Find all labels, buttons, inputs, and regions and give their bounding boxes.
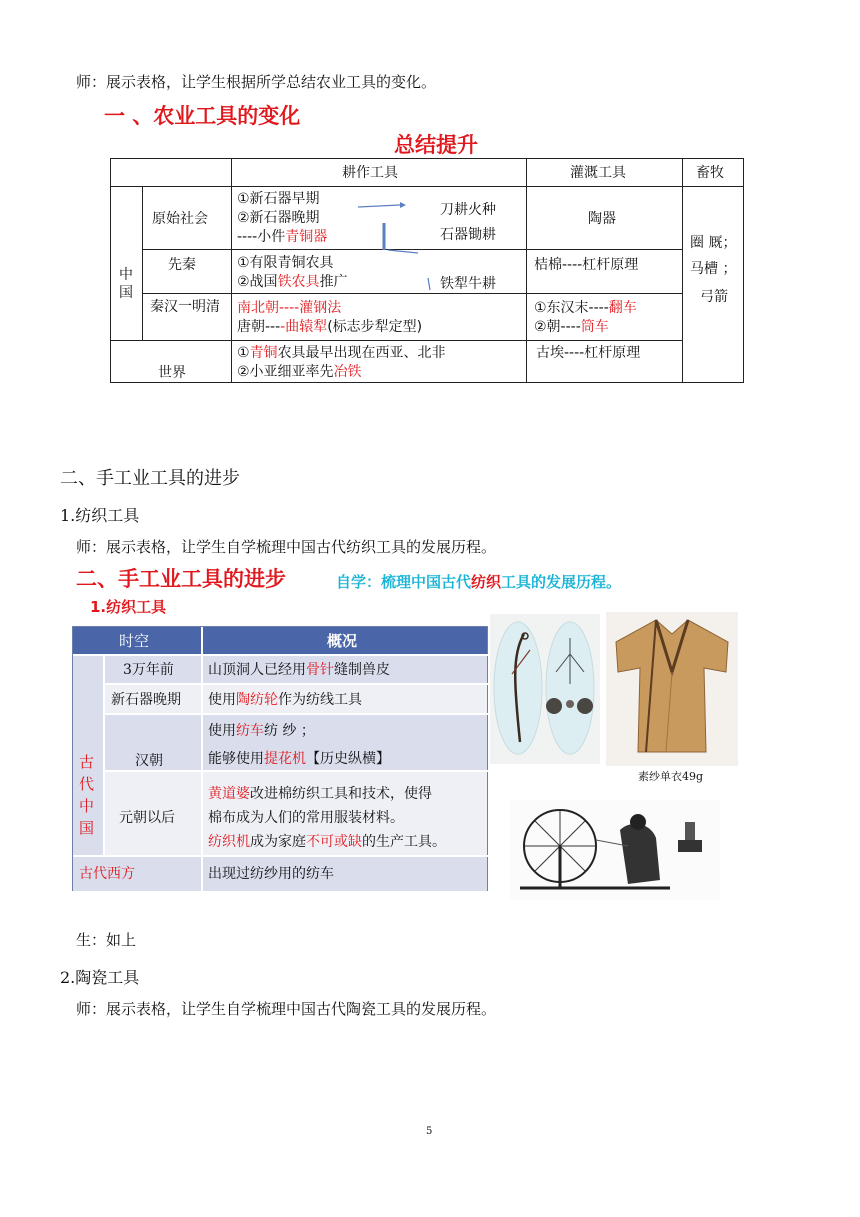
tex-desc-2: 使用陶纺轮作为纺线工具 xyxy=(208,692,362,708)
tex-desc-1: 山顶洞人已经用骨针缝制兽皮 xyxy=(208,662,390,678)
spinning-wheel-image xyxy=(510,800,720,900)
tex-time-4: 元朝以后 xyxy=(119,810,175,826)
tex-header-time: 时空 xyxy=(119,632,150,650)
farming-r1-l1: ①新石器早期 xyxy=(237,191,320,207)
tex-time-2: 新石器晚期 xyxy=(111,692,181,708)
farming-r4-l1: ①青铜农具最早出现在西亚、北非 xyxy=(237,345,446,361)
tex-desc-3-l1: 使用纺车纺 纱 ； xyxy=(208,723,315,739)
slide-title: 二、手工业工具的进步 xyxy=(76,567,286,591)
period-qinhan-mingqing: 秦汉一明清 xyxy=(150,299,220,315)
tex-time-5: 古代西方 xyxy=(79,866,135,882)
bone-needle-image xyxy=(490,614,600,764)
summary-title: 总结提升 xyxy=(394,133,478,157)
livestock-3: 弓箭 xyxy=(700,289,728,305)
answer-line: 生：如上 xyxy=(76,931,137,949)
tex-desc-4-l2: 棉布成为人们的常用服装材料。 xyxy=(208,810,404,826)
slide-note: 自学：梳理中国古代纺织工具的发展历程。 xyxy=(336,573,622,591)
farming-r2-l2: ②战国铁农具推广 xyxy=(237,274,348,290)
header-livestock: 畜牧 xyxy=(696,165,724,181)
header-farming: 耕作工具 xyxy=(342,165,398,181)
group-ancient-china: 古代中国 xyxy=(79,753,95,837)
irrigation-r3-l1: ①东汉末----翻车 xyxy=(534,300,637,316)
arrow-icon xyxy=(350,198,440,298)
robe-caption: 素纱单衣49g xyxy=(638,770,704,783)
section1-title: 一 、农业工具的变化 xyxy=(104,104,301,128)
note-stone-hoe: 石器锄耕 xyxy=(440,227,496,243)
period-world: 世界 xyxy=(158,365,186,381)
china-label: 中国 xyxy=(119,267,133,301)
textile-table xyxy=(72,626,488,891)
intro-line-1: 师：展示表格，让学生根据所学总结农业工具的变化。 xyxy=(76,73,437,91)
irrigation-r4: 古埃----杠杆原理 xyxy=(536,345,641,361)
farming-r1-l3: ----小件青铜器 xyxy=(237,229,328,245)
period-preqin: 先秦 xyxy=(168,257,196,273)
section2-heading: 二、手工业工具的进步 xyxy=(60,468,240,489)
page-number: 5 xyxy=(426,1126,433,1137)
livestock-1: 圈 厩； xyxy=(690,235,737,251)
sub-heading-textile: 1.纺织工具 xyxy=(60,506,140,525)
farming-r1-l2: ②新石器晚期 xyxy=(237,210,320,226)
robe-image xyxy=(606,612,738,766)
tex-time-1: 3万年前 xyxy=(123,662,174,678)
header-irrigation: 灌溉工具 xyxy=(570,165,626,181)
farming-r3-l1: 南北朝----灌钢法 xyxy=(237,300,342,316)
period-primitive: 原始社会 xyxy=(152,211,208,227)
tex-desc-5: 出现过纺纱用的纺车 xyxy=(208,866,334,882)
irrigation-r3-l2: ②朝----筒车 xyxy=(534,319,609,335)
farming-r2-l1: ①有限青铜农具 xyxy=(237,255,334,271)
farming-r3-l2: 唐朝----曲辕犁(标志步犁定型) xyxy=(237,319,423,335)
livestock-2: 马槽 ； xyxy=(690,261,737,277)
sub-heading-ceramics: 2.陶瓷工具 xyxy=(60,968,140,987)
tex-desc-4-l3: 纺织机成为家庭不可或缺的生产工具。 xyxy=(208,834,446,850)
tex-desc-4-l1: 黄道婆改进棉纺织工具和技术，使得 xyxy=(208,786,432,802)
tex-time-3: 汉朝 xyxy=(135,753,163,769)
agri-table xyxy=(110,158,744,383)
note-iron-plough: 铁犁牛耕 xyxy=(440,276,496,292)
tex-header-overview: 概况 xyxy=(327,632,358,650)
irrigation-r2: 桔棉----杠杆原理 xyxy=(534,257,639,273)
intro-line-2: 师：展示表格，让学生自学梳理中国古代纺织工具的发展历程。 xyxy=(76,538,497,556)
irrigation-r1: 陶器 xyxy=(588,211,616,227)
note-slash-burn: 刀耕火种 xyxy=(440,202,496,218)
intro-line-3: 师：展示表格，让学生自学梳理中国古代陶瓷工具的发展历程。 xyxy=(76,1000,497,1018)
tex-desc-3-l2: 能够使用提花机【历史纵横】 xyxy=(208,751,390,767)
farming-r4-l2: ②小亚细亚率先冶铁 xyxy=(237,364,362,380)
slide-sub: 1.纺织工具 xyxy=(90,598,167,616)
